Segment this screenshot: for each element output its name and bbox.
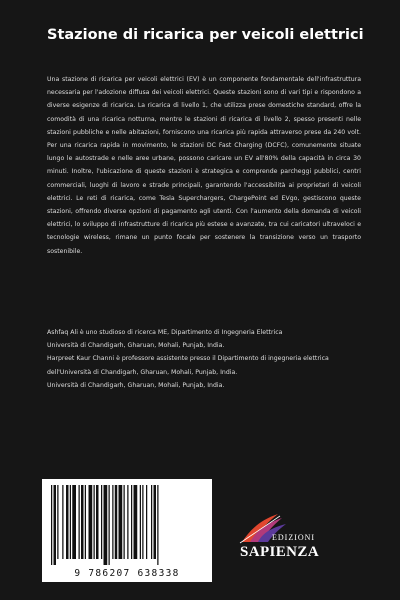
author-bio-line: Università di Chandigarh, Gharuan, Mohali, Punjab, India. xyxy=(47,342,225,350)
author-bio-line: Università di Chandigarh, Gharuan, Mohali, Punjab, India. xyxy=(47,381,225,389)
isbn-number: 9 786207 638338 xyxy=(74,568,180,579)
barcode-bar xyxy=(112,485,113,559)
barcode-bar xyxy=(85,485,86,559)
barcode-bar xyxy=(115,485,118,559)
publisher-name: SAPIENZA xyxy=(240,544,320,560)
barcode-bar xyxy=(127,485,128,559)
barcode-bar xyxy=(57,485,58,559)
barcode-bar xyxy=(70,485,71,559)
isbn-barcode xyxy=(42,479,212,582)
barcode-bar xyxy=(146,485,147,559)
book-abstract: Una stazione di ricarica per veicoli elettrici (EV) è un componente fondamentale dell'infrastruttura necessaria per l'adozione diffusa dei veicoli elettrici. Queste stazioni sono di vari tipi e rispondono a diverse esigenze di ricarica. La ricarica di livello 1, che utilizza prese domestiche standard, offre la comodità di una ricarica notturna, mentre le stazioni di ricarica di livello 2, spesso presenti nelle stazioni pubbliche e nelle abitazioni, forniscono una ricarica più rapida attraverso prese da 240 volt. Per una ricarica rapida in movimento, le stazioni DC Fast Charging (DCFC), comunemente situate lungo le autostrade e nelle aree urbane, possono caricare un EV all'80% della capacità in circa 30 minuti. Inoltre, l'ubicazione di queste stazioni è strategica e comprende parcheggi pubblici, centri commerciali, luoghi di lavoro e strade principali, garantendo l'accessibilità ai proprietari di veicoli elettrici. Le reti di ricarica, come Tesla Superchargers, ChargePoint ed EVgo, gestiscono queste stazioni, offrendo diverse opzioni di pagamento agli utenti. Con l'aumento della domanda di veicoli elettrici, lo sviluppo di infrastrutture di ricarica più estese e avanzate, tra cui caricatori ultraveloci e tecnologie wireless, rimane un punto focale per sostenere la transizione verso un trasporto sostenibile. xyxy=(47,76,361,255)
barcode-bar xyxy=(140,485,141,559)
barcode-bar xyxy=(131,485,132,559)
barcode-bar xyxy=(72,485,76,559)
publisher-logo xyxy=(232,510,362,580)
barcode-bar xyxy=(54,485,57,565)
barcode-bar xyxy=(109,485,110,565)
barcode-bar xyxy=(134,485,138,559)
barcode-bar xyxy=(104,485,108,565)
barcode-bar xyxy=(89,485,93,559)
barcode-bar xyxy=(62,485,63,559)
barcode-bar xyxy=(142,485,143,559)
barcode-bar xyxy=(66,485,69,559)
barcode-bar xyxy=(81,485,84,559)
barcode-bar xyxy=(101,485,102,559)
barcode-bar xyxy=(96,485,99,559)
barcode-bar xyxy=(154,485,157,559)
barcode-bar xyxy=(79,485,80,559)
barcode-bar xyxy=(51,485,52,565)
barcode-bar xyxy=(124,485,125,559)
book-title: Stazione di ricarica per veicoli elettrici xyxy=(47,27,364,43)
publisher-line-edizioni: EDIZIONI xyxy=(272,533,316,542)
barcode-bar xyxy=(119,485,123,559)
barcode-bars xyxy=(49,485,205,565)
author-bios xyxy=(47,326,367,392)
author-bio-line: Ashfaq Ali è uno studioso di ricerca ME, Dipartimento di Ingegneria Elettrica xyxy=(47,329,283,336)
author-bio-line: Harpreet Kaur Channi è professore assistente presso il Dipartimento di ingegneria elettrica dell'Università di Chandigarh, Gharuan, Mohali, Punjab, India. xyxy=(47,355,329,376)
barcode-bar xyxy=(157,485,158,565)
barcode-bar xyxy=(94,485,95,559)
barcode-bar xyxy=(151,485,152,559)
